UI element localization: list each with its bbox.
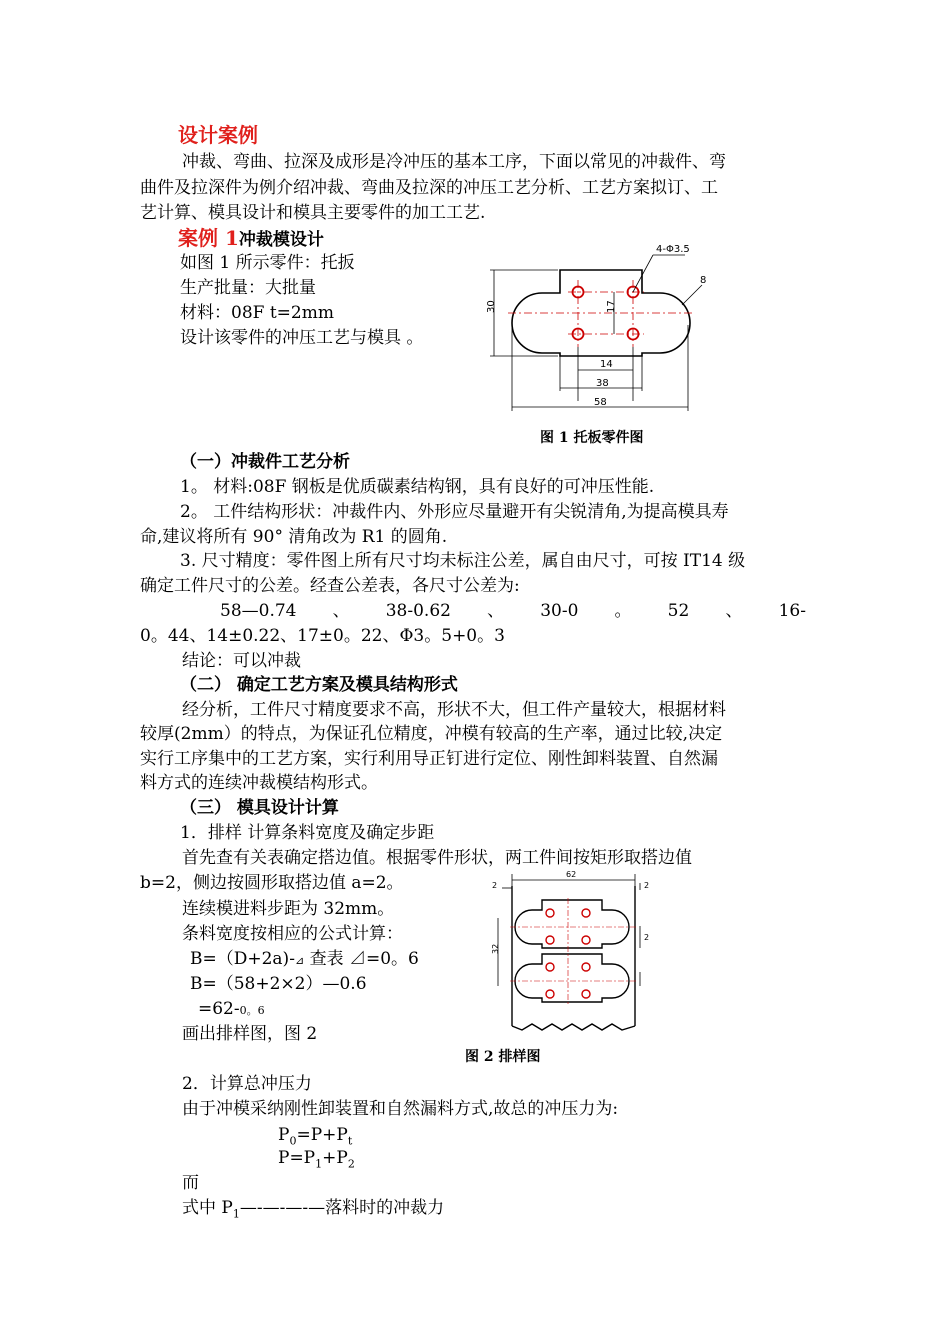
fig2-dim-width: 62 bbox=[566, 870, 577, 879]
intro-line-1: 冲裁、弯曲、拉深及成形是冷冲压的基本工序，下面以常见的冲裁件、弯 bbox=[182, 152, 726, 172]
fig2-dim-side: 2 bbox=[492, 881, 498, 890]
section2-title: （二） 确定工艺方案及模具结构形式 bbox=[180, 675, 458, 695]
tol-item: 52 bbox=[667, 601, 690, 621]
figure1-caption: 图 1 托板零件图 bbox=[540, 430, 644, 446]
tol-item: 16- bbox=[778, 601, 806, 621]
formula-1-main: B=（D+2a)- bbox=[190, 949, 295, 969]
figure1-drawing bbox=[470, 235, 707, 415]
case1-material: 材料：08F t=2mm bbox=[180, 303, 334, 323]
section1-precision-1: 3. 尺寸精度：零件图上所有尺寸均未标注公差，属自由尺寸，可按 IT14 级 bbox=[180, 551, 746, 571]
section1-shape-1: 2。 工件结构形状：冲裁件内、外形应尽量避开有尖锐清角,为提高模具寿 bbox=[180, 502, 729, 522]
fig1-dim-hole-h: 14 bbox=[600, 359, 613, 370]
eq2-b-sub: 2 bbox=[347, 1157, 355, 1171]
formula-1-tail: 查表 ⊿=0。6 bbox=[304, 949, 419, 969]
section3-layout-ref: 画出排样图，图 2 bbox=[182, 1024, 318, 1044]
section1-shape-2: 命,建议将所有 90° 清角改为 R1 的圆角. bbox=[140, 527, 448, 547]
section2-line-1: 经分析，工件尺寸精度要求不高，形状不大，但工件产量较大，根据材料 bbox=[182, 700, 726, 720]
formula-3-sub: 0。6 bbox=[239, 1004, 265, 1017]
fig1-dim-total: 58 bbox=[594, 397, 607, 408]
case1-task: 设计该零件的冲压工艺与模具 。 bbox=[180, 328, 424, 348]
figure2-caption: 图 2 排样图 bbox=[465, 1049, 541, 1065]
tol-sep: 、 bbox=[332, 601, 350, 621]
tol-item: 58—0.74 bbox=[220, 601, 297, 621]
fig1-dim-holes: 4-Φ3.5 bbox=[656, 244, 690, 255]
formula-2: B=（58+2×2）—0.6 bbox=[190, 974, 367, 994]
tolerance-row bbox=[220, 599, 806, 623]
def-b: —-—-—-—落料时的冲裁力 bbox=[239, 1198, 445, 1218]
fig2-dim-step: 32 bbox=[491, 943, 500, 954]
eq1-b: =P+P bbox=[296, 1125, 348, 1145]
section2-line-3: 实行工序集中的工艺方案，实行利用导正钉进行定位、刚性卸料装置、自然漏 bbox=[140, 749, 718, 769]
eq2-b: +P bbox=[322, 1148, 348, 1168]
intro-line-2: 曲件及拉深件为例介绍冲裁、弯曲及拉深的冲压工艺分析、工艺方案拟订、工 bbox=[140, 178, 718, 198]
section3-title: （三） 模具设计计算 bbox=[180, 798, 339, 818]
eq1-a: P bbox=[278, 1125, 290, 1145]
intro-line-3: 艺计算、模具设计和模具主要零件的加工工艺. bbox=[140, 203, 486, 223]
formula-3-main: =62- bbox=[198, 999, 240, 1019]
equation-2 bbox=[278, 1146, 355, 1170]
section3-sub1: 1．排样 计算条料宽度及确定步距 bbox=[180, 823, 435, 843]
section1-title: （一）冲裁件工艺分析 bbox=[180, 452, 350, 472]
fig2-dim-gap2: 2 bbox=[644, 933, 650, 942]
tol-sep: 、 bbox=[487, 601, 505, 621]
figure2-drawing bbox=[490, 868, 660, 1038]
fig1-dim-radius: 8 bbox=[700, 275, 707, 286]
eq2-a-sub: 1 bbox=[315, 1157, 323, 1171]
fig1-dim-height: 30 bbox=[486, 300, 497, 313]
tol-item: 38-0.62 bbox=[385, 601, 451, 621]
fig2-dim-gap: 2 bbox=[644, 881, 650, 890]
fig1-dim-hole-v: 17 bbox=[606, 300, 617, 313]
fig1-dim-center: 38 bbox=[596, 378, 609, 389]
equation-1 bbox=[278, 1123, 352, 1147]
section1-precision-2: 确定工件尺寸的公差。经查公差表，各尺寸公差为: bbox=[140, 576, 520, 596]
section2-line-2: 较厚(2mm）的特点，为保证孔位精度，冲模有较高的生产率，通过比较,决定 bbox=[140, 724, 723, 744]
case1-label: 案例 1 bbox=[178, 226, 239, 250]
page-heading: 设计案例 bbox=[178, 123, 258, 147]
section3-force-intro: 由于冲模采纳刚性卸装置和自然漏料方式,故总的冲压力为: bbox=[182, 1099, 619, 1119]
def-a: 式中 P bbox=[182, 1198, 233, 1218]
case1-batch: 生产批量：大批量 bbox=[180, 278, 316, 298]
eq1-a-sub: 0 bbox=[289, 1134, 297, 1148]
def-a-sub: 1 bbox=[232, 1207, 240, 1221]
section1-material: 1。 材料:08F 钢板是优质碳素结构钢，具有良好的可冲压性能. bbox=[180, 477, 655, 497]
conjunction-er: 而 bbox=[182, 1173, 199, 1193]
section3-sub2: 2．计算总冲压力 bbox=[182, 1074, 312, 1094]
formula-1 bbox=[190, 947, 419, 973]
tol-sep: 。 bbox=[614, 601, 632, 621]
tol-sep: 、 bbox=[725, 601, 743, 621]
section3-p1b: b=2，侧边按圆形取搭边值 a=2。 bbox=[140, 873, 404, 893]
section2-line-4: 料方式的连续冲裁模结构形式。 bbox=[140, 773, 378, 793]
case1-heading bbox=[178, 226, 324, 252]
section3-width-intro: 条料宽度按相应的公式计算： bbox=[182, 924, 403, 944]
section1-conclusion: 结论：可以冲裁 bbox=[182, 651, 301, 671]
definition-p1 bbox=[182, 1196, 444, 1220]
formula-1-sub: ⊿ bbox=[294, 954, 305, 967]
section3-p1a: 首先查有关表确定搭边值。根据零件形状，两工件间按矩形取搭边值 bbox=[182, 848, 692, 868]
eq2-a: P=P bbox=[278, 1148, 316, 1168]
formula-3 bbox=[198, 997, 265, 1023]
section3-step: 连续模进料步距为 32mm。 bbox=[182, 899, 395, 919]
case1-title: 冲裁模设计 bbox=[238, 230, 324, 250]
eq1-b-sub: t bbox=[347, 1134, 353, 1148]
tol-item: 30-0 bbox=[540, 601, 579, 621]
case1-part: 如图 1 所示零件：托扳 bbox=[180, 253, 355, 273]
tolerance-row-2: 0。44、14±0.22、17±0。22、Φ3。5+0。3 bbox=[140, 626, 505, 646]
